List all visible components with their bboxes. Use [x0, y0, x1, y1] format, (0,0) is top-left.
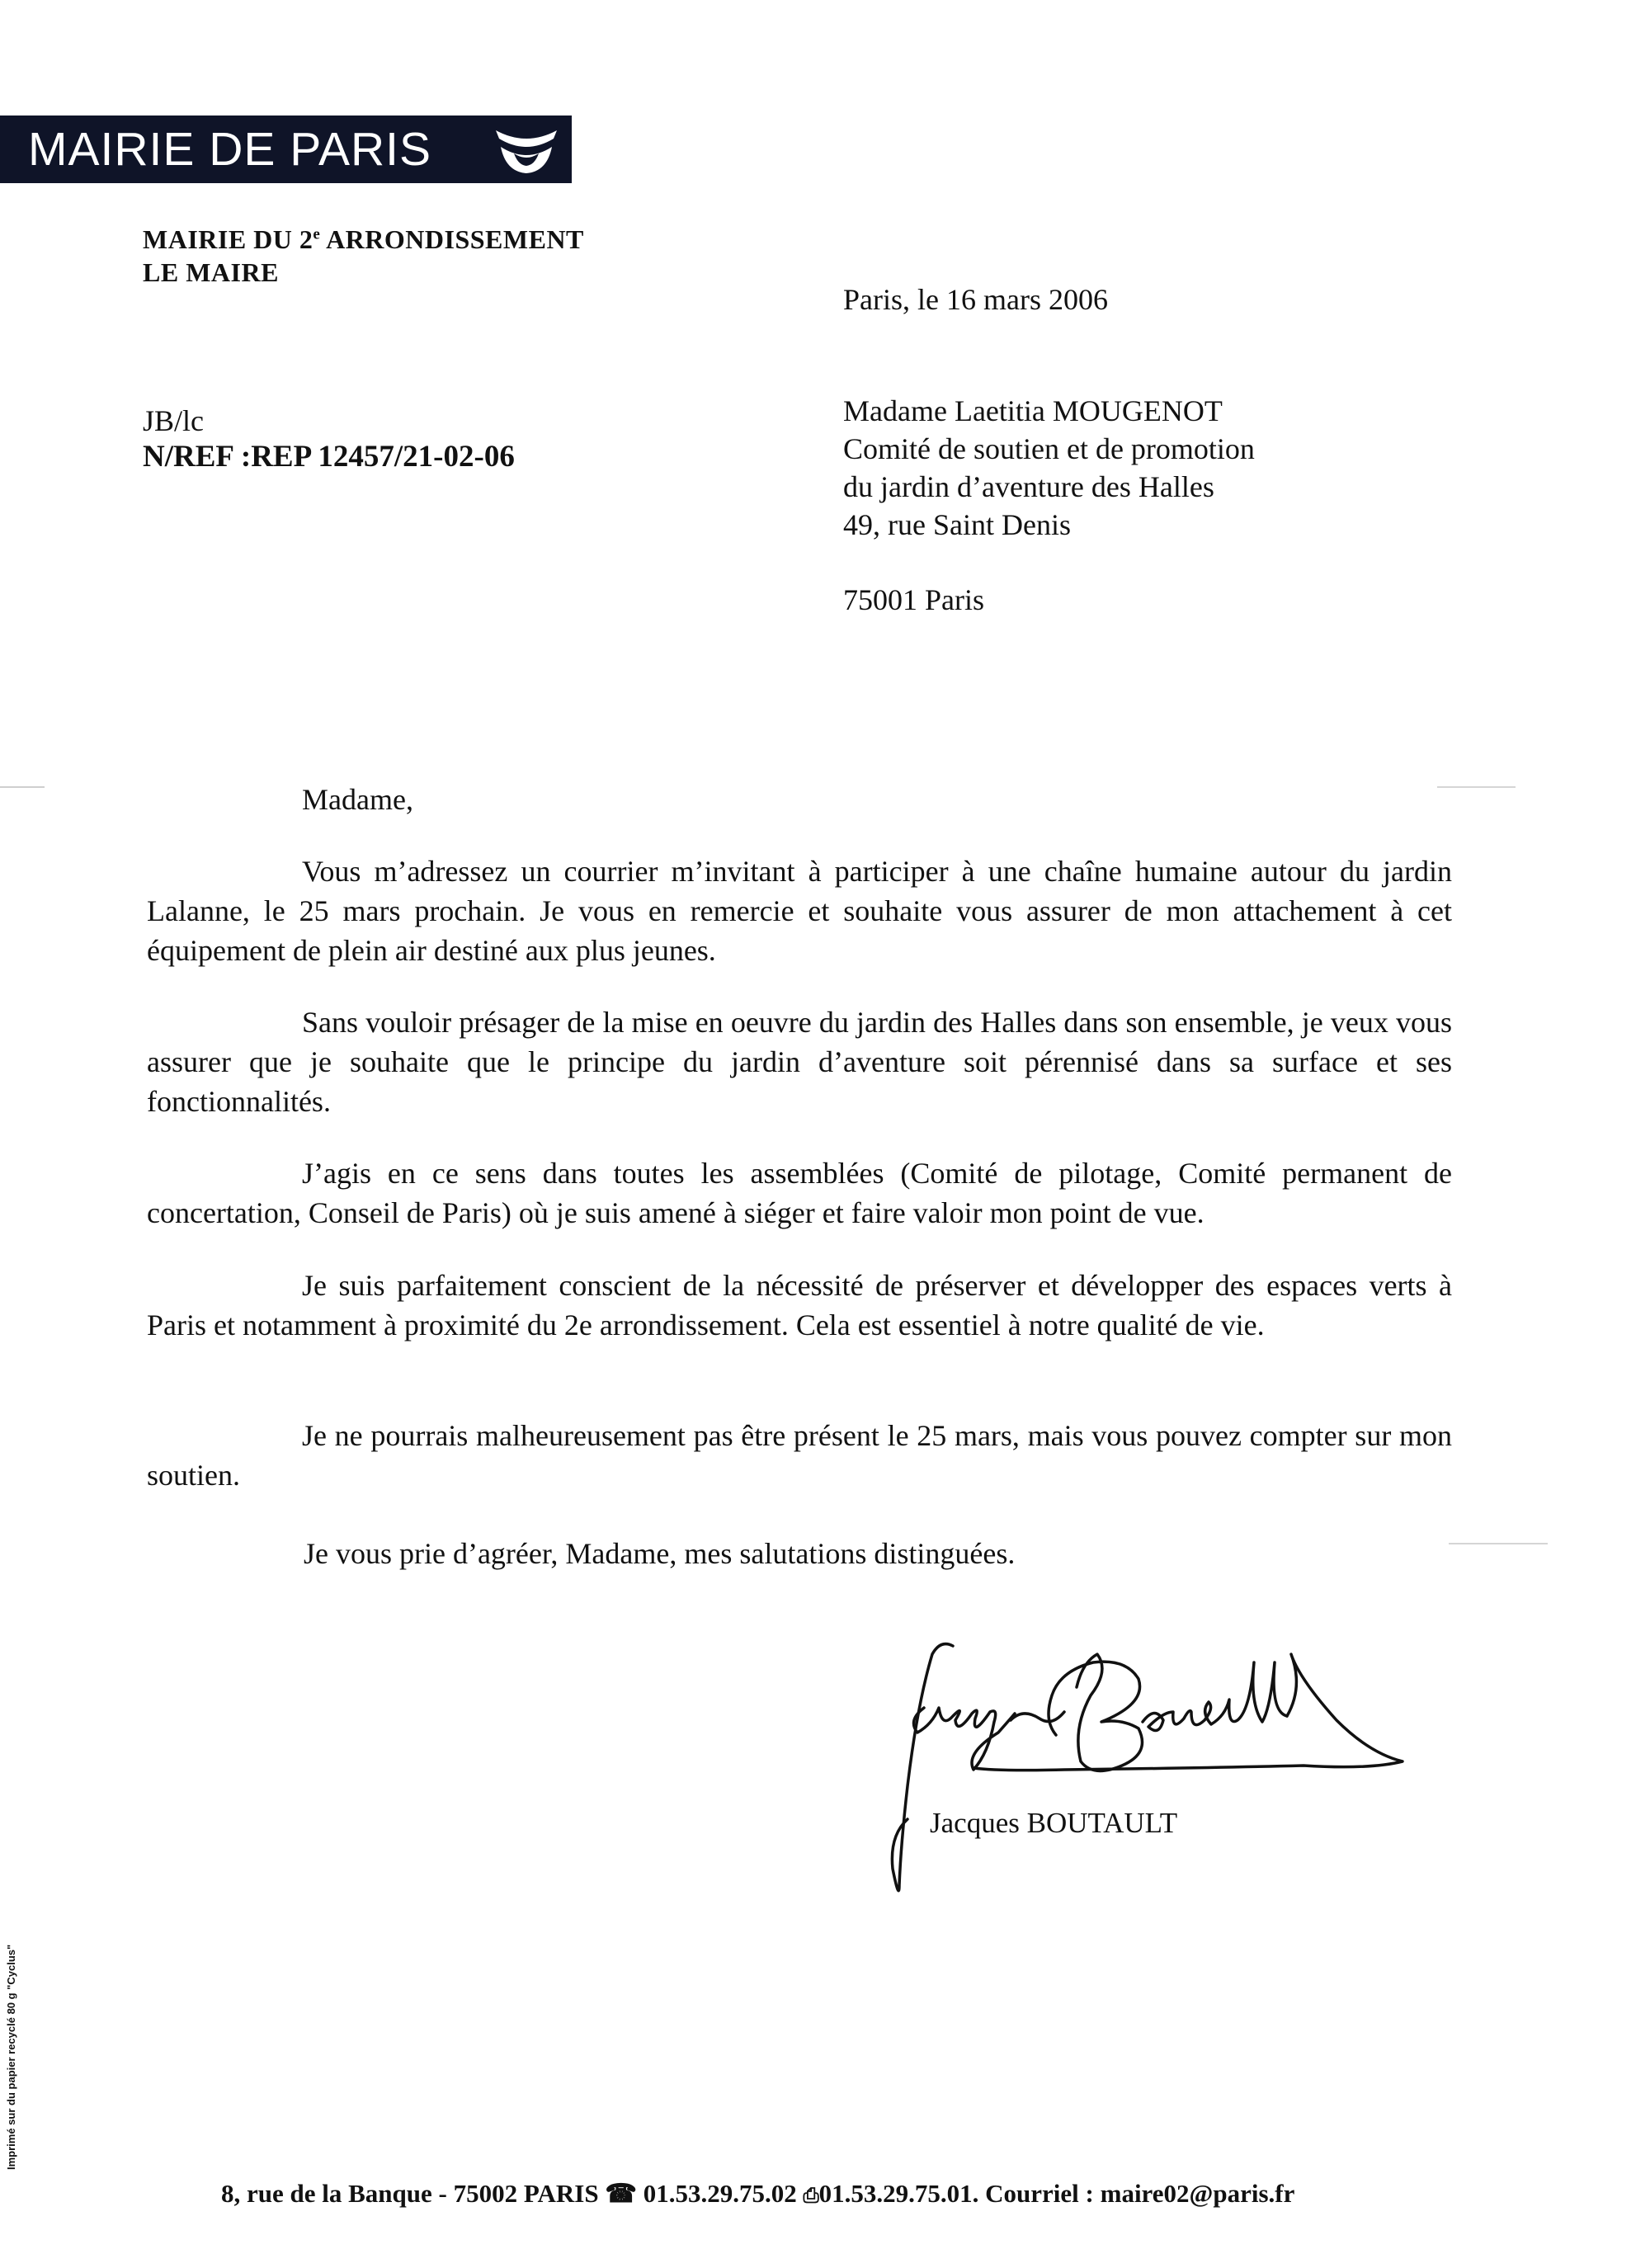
- telephone-icon: ☎: [605, 2179, 637, 2208]
- paragraph-1: Vous m’adressez un courrier m’invitant à participer à une chaîne humaine autour du jardin Lalanne, le 25 mars prochain. Je vous en remercie et souhaite vous assurer de mon attachement à cet équipement de plein air destiné aux plus jeunes.: [147, 855, 1452, 967]
- organization-name: MAIRIE DE PARIS: [28, 123, 432, 176]
- scan-mark: [0, 786, 45, 788]
- paragraph-5: Je ne pourrais malheureusement pas être présent le 25 mars, mais vous pouvez compter sur mon soutien.: [147, 1419, 1452, 1492]
- recipient-line-1: Comité de soutien et de promotion: [843, 432, 1255, 465]
- office-heading: LE MAIRE: [143, 257, 279, 287]
- footer-phone: 01.53.29.75.02: [643, 2179, 797, 2208]
- footer-contact: [221, 2179, 1294, 2209]
- fax-icon: ⎙: [803, 2185, 819, 2207]
- paragraph-2: Sans vouloir présager de la mise en oeuvre du jardin des Halles dans son ensemble, je veux vous assurer que je souhaite que le principe du jardin d’aventure soit pérennisé dans sa surface et ses fonctionnalités.: [147, 1006, 1452, 1118]
- paris-ship-logo-icon: [489, 120, 563, 180]
- salutation: Madame,: [302, 783, 413, 816]
- recipient-line-2: du jardin d’aventure des Halles: [843, 470, 1214, 503]
- place-date: Paris, le 16 mars 2006: [843, 283, 1108, 316]
- recipient-name: Madame Laetitia MOUGENOT: [843, 394, 1223, 427]
- paragraph-3: J’agis en ce sens dans toutes les assemblées (Comité de pilotage, Comité permanent de concertation, Conseil de Paris) où je suis amené à siéger et faire valoir mon point de vue.: [147, 1157, 1452, 1229]
- footer-email-label: Courriel :: [985, 2179, 1094, 2208]
- recycled-paper-note: Imprimé sur du papier recyclé 80 g "Cyclus": [5, 1944, 17, 2170]
- footer-address: 8, rue de la Banque - 75002 PARIS: [221, 2179, 599, 2208]
- initials: JB/lc: [143, 404, 205, 437]
- scan-mark: [1437, 786, 1516, 788]
- paragraph-4: Je suis parfaitement conscient de la nécessité de préserver et développer des espaces verts à Paris et notamment à proximité du 2e arrondissement. Cela est essentiel à notre qualité de vie.: [147, 1269, 1452, 1341]
- mairie-de-paris-banner: [0, 116, 572, 183]
- handwritten-signature: [874, 1629, 1452, 1926]
- department-heading: MAIRIE DU 2e ARRONDISSEMENT: [143, 224, 584, 254]
- signatory-name: Jacques BOUTAULT: [930, 1807, 1178, 1839]
- reference-number: N/REF :REP 12457/21-02-06: [143, 440, 515, 474]
- footer-fax: 01.53.29.75.01.: [818, 2179, 979, 2208]
- recipient-street: 49, rue Saint Denis: [843, 508, 1071, 541]
- closing-formula: Je vous prie d’agréer, Madame, mes salutations distinguées.: [304, 1537, 1016, 1570]
- recipient-city: 75001 Paris: [843, 583, 984, 616]
- scan-mark: [1449, 1543, 1548, 1544]
- footer-email: maire02@paris.fr: [1100, 2179, 1295, 2208]
